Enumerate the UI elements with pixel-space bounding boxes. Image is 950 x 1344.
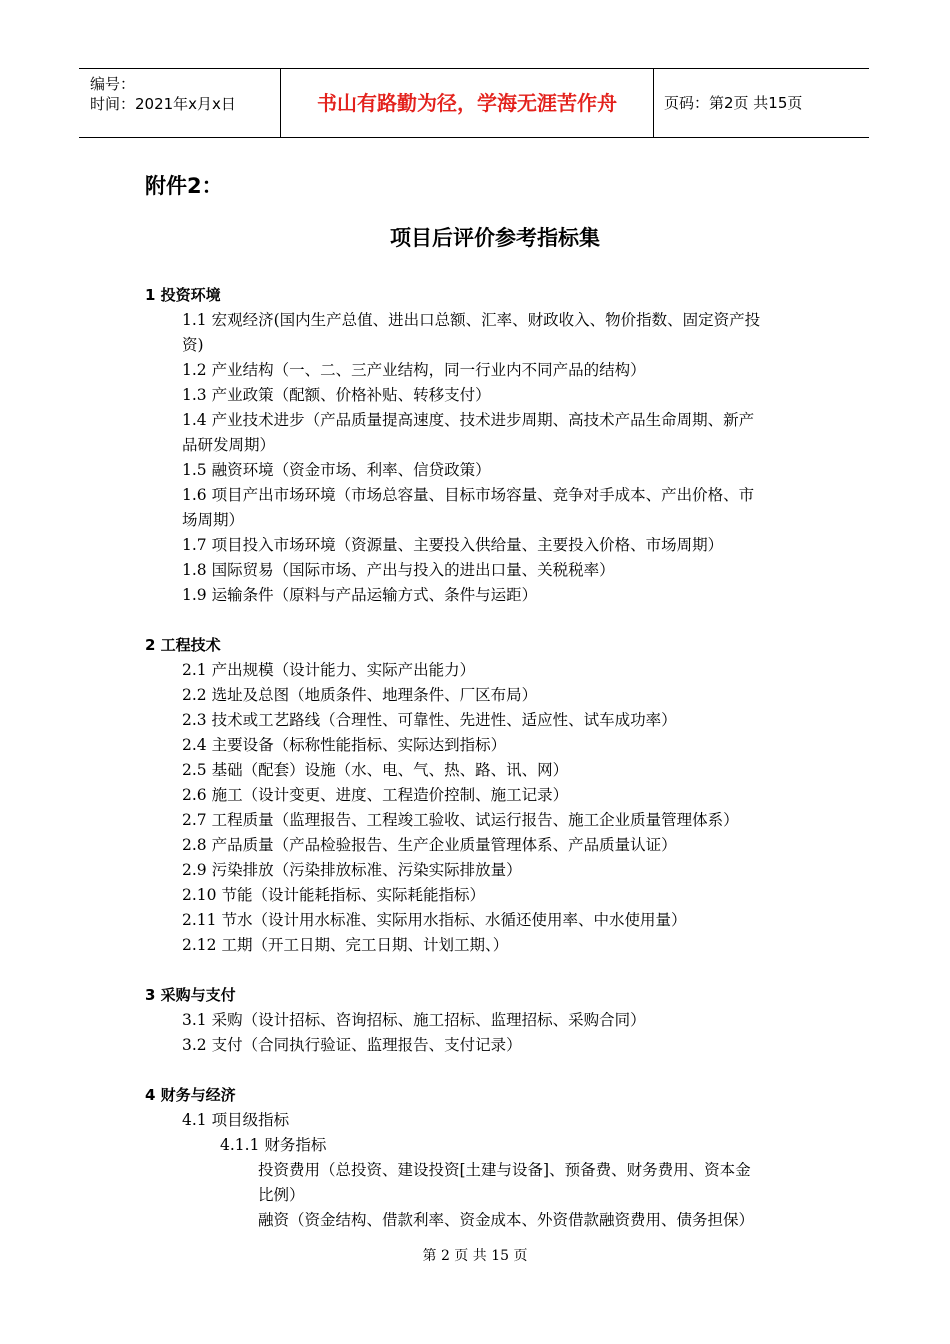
list-item: 1.8 国际贸易（国际市场、产出与投入的进出口量、关税税率） [182, 561, 615, 579]
document-title: 项目后评价参考指标集 [390, 226, 600, 250]
sub-list-item: 4.1.1 财务指标 [220, 1136, 327, 1154]
list-item: 2.6 施工（设计变更、进度、工程造价控制、施工记录） [182, 786, 569, 804]
list-item: 2.2 选址及总图（地质条件、地理条件、厂区布局） [182, 686, 538, 704]
page-footer: 第 2 页 共 15 页 [422, 1248, 528, 1264]
document-body [145, 283, 825, 1233]
serial-label: 编号： [90, 75, 136, 93]
leaf-item: 投资费用（总投资、建设投资[土建与设备]、预备费、财务费用、资本金 [258, 1161, 751, 1179]
section-heading-3: 3 采购与支付 [145, 986, 236, 1004]
time-label: 时间：2021年x月x日 [90, 95, 236, 113]
list-item: 2.10 节能（设计能耗指标、实际耗能指标） [182, 886, 485, 904]
list-item: 2.7 工程质量（监理报告、工程竣工验收、试运行报告、施工企业质量管理体系） [182, 811, 739, 829]
list-item: 2.8 产品质量（产品检验报告、生产企业质量管理体系、产品质量认证） [182, 836, 677, 854]
list-item: 2.12 工期（开工日期、完工日期、计划工期、） [182, 936, 509, 954]
list-item: 3.2 支付（合同执行验证、监理报告、支付记录） [182, 1036, 522, 1054]
attachment-label: 附件2： [145, 174, 223, 198]
list-item: 1.2 产业结构（一、二、三产业结构，同一行业内不同产品的结构） [182, 361, 646, 379]
page-header-table [79, 68, 869, 138]
list-item: 1.9 运输条件（原料与产品运输方式、条件与运距） [182, 586, 538, 604]
list-item: 1.3 产业政策（配额、价格补贴、转移支付） [182, 386, 491, 404]
list-item: 2.5 基础（配套）设施（水、电、气、热、路、讯、网） [182, 761, 569, 779]
list-item: 2.3 技术或工艺路线（合理性、可靠性、先进性、适应性、试车成功率） [182, 711, 677, 729]
list-item: 2.1 产出规模（设计能力、实际产出能力） [182, 661, 476, 679]
list-item: 3.1 采购（设计招标、咨询招标、施工招标、监理招标、采购合同） [182, 1011, 646, 1029]
leaf-item-continuation: 比例） [258, 1186, 305, 1204]
list-item: 2.9 污染排放（污染排放标准、污染实际排放量） [182, 861, 522, 879]
header-motto: 书山有路勤为径，学海无涯苦作舟 [281, 69, 654, 137]
header-page-label: 页码：第2页 共15页 [664, 94, 803, 112]
list-item: 4.1 项目级指标 [182, 1111, 290, 1129]
section-heading-1: 1 投资环境 [145, 286, 221, 304]
list-item-continuation: 品研发周期） [182, 436, 276, 454]
section-heading-4: 4 财务与经济 [145, 1086, 236, 1104]
list-item: 1.7 项目投入市场环境（资源量、主要投入供给量、主要投入价格、市场周期） [182, 536, 724, 554]
list-item: 2.4 主要设备（标称性能指标、实际达到指标） [182, 736, 507, 754]
leaf-item: 融资（资金结构、借款利率、资金成本、外资借款融资费用、债务担保） [258, 1211, 755, 1229]
section-heading-2: 2 工程技术 [145, 636, 221, 654]
list-item: 1.5 融资环境（资金市场、利率、信贷政策） [182, 461, 491, 479]
list-item: 2.11 节水（设计用水标准、实际用水指标、水循还使用率、中水使用量） [182, 911, 687, 929]
list-item: 1.1 宏观经济(国内生产总值、进出口总额、汇率、财政收入、物价指数、固定资产投 [182, 311, 761, 329]
header-meta-cell [79, 69, 281, 137]
list-item-continuation: 场周期） [182, 511, 245, 529]
list-item: 1.6 项目产出市场环境（市场总容量、目标市场容量、竞争对手成本、产出价格、市 [182, 486, 755, 504]
list-item: 1.4 产业技术进步（产品质量提高速度、技术进步周期、高技术产品生命周期、新产 [182, 411, 755, 429]
list-item-continuation: 资) [182, 336, 204, 354]
